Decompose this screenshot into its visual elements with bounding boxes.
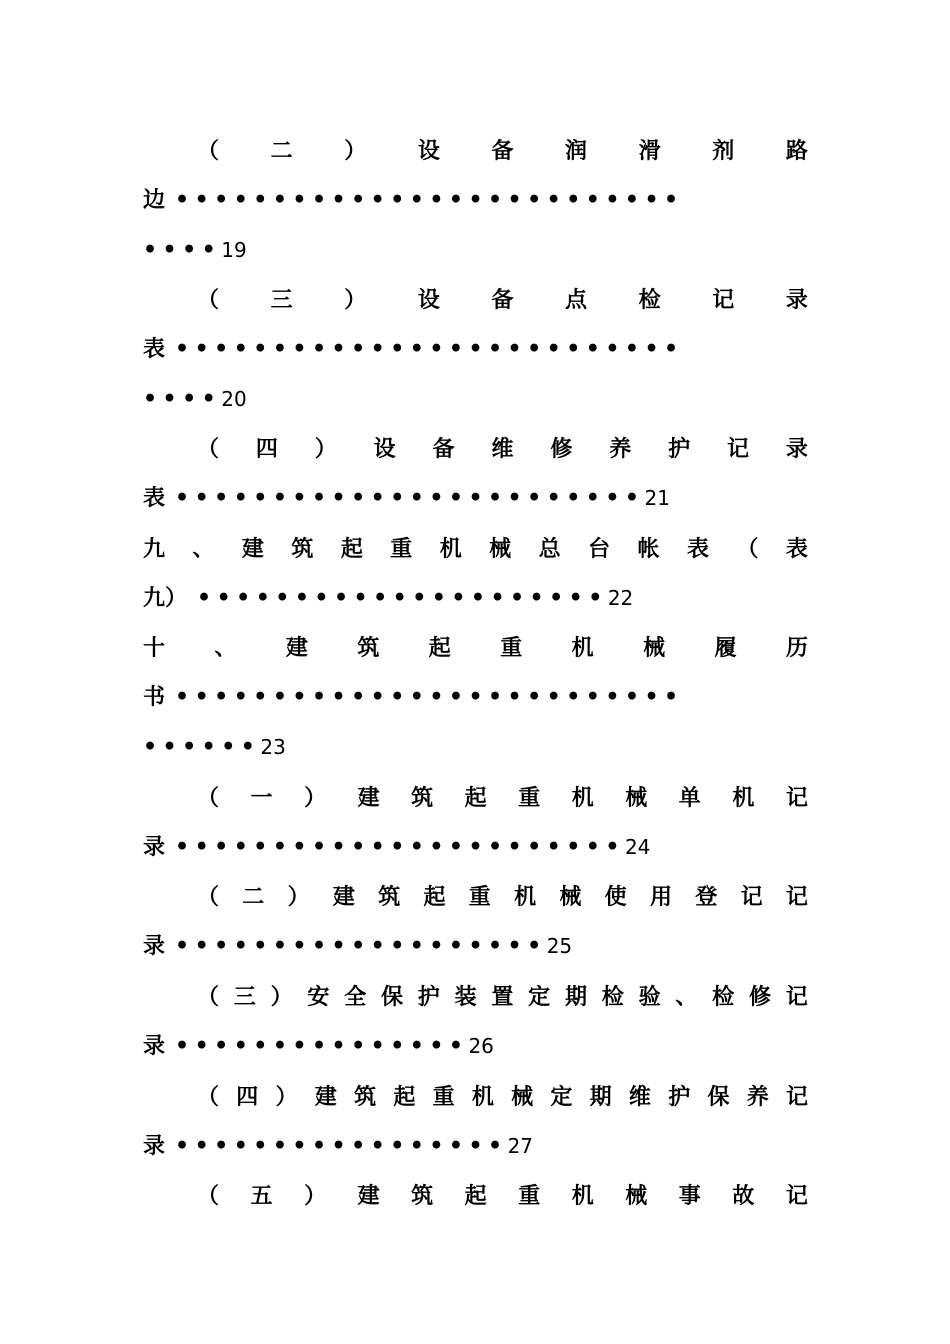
toc-char: （ xyxy=(736,536,759,562)
toc-entry-lead: 录 xyxy=(143,834,166,860)
toc-char: 筑 xyxy=(411,785,434,811)
toc-line xyxy=(197,1178,808,1214)
toc-char: 筑 xyxy=(378,884,401,910)
toc-leader-dots: •••••••••••••••••••••••••• xyxy=(175,187,684,213)
toc-char: 维 xyxy=(491,436,514,462)
toc-char: 养 xyxy=(746,1084,769,1110)
toc-char: 十 xyxy=(143,635,166,661)
toc-char: 机 xyxy=(471,1084,494,1110)
toc-char: 期 xyxy=(589,1084,612,1110)
toc-leader-dots: ••••••••••••••••••••••• xyxy=(175,834,625,860)
toc-char: 使 xyxy=(604,884,627,910)
toc-char: ） xyxy=(314,436,337,462)
toc-char: 四 xyxy=(236,1084,259,1110)
toc-char: 筑 xyxy=(411,1183,434,1209)
toc-line xyxy=(143,182,808,218)
toc-char: 检 xyxy=(638,287,661,313)
toc-char: 重 xyxy=(500,635,523,661)
toc-char: 建 xyxy=(285,635,308,661)
toc-char: 检 xyxy=(601,984,624,1010)
toc-char: 表 xyxy=(686,536,709,562)
toc-leader-dots: •••••••••••••••••••••••• xyxy=(175,485,645,511)
toc-char: 点 xyxy=(565,287,588,313)
toc-char: 起 xyxy=(423,884,446,910)
toc-char: 建 xyxy=(241,536,264,562)
toc-char: ） xyxy=(344,287,367,313)
toc-char: （ xyxy=(197,785,220,811)
toc-leader-dots: •••••••••••••••••••••••••• xyxy=(175,336,684,362)
toc-line xyxy=(197,282,808,318)
toc-char: ） xyxy=(344,138,367,164)
toc-line xyxy=(143,1028,808,1064)
toc-line xyxy=(143,679,808,715)
toc-char: ） xyxy=(275,1084,298,1110)
toc-page-number: 21 xyxy=(644,486,670,510)
toc-char: 重 xyxy=(468,884,491,910)
toc-char: 备 xyxy=(432,436,455,462)
toc-char: 机 xyxy=(514,884,537,910)
toc-line xyxy=(197,133,808,169)
toc-char: （ xyxy=(197,984,220,1010)
toc-char: 事 xyxy=(678,1183,701,1209)
toc-line xyxy=(197,1079,808,1115)
toc-char: 护 xyxy=(417,984,440,1010)
toc-leader-dots: •••••• xyxy=(143,734,261,760)
toc-char: ） xyxy=(270,984,293,1010)
toc-entry-lead: 书 xyxy=(143,684,166,710)
toc-char: 设 xyxy=(417,287,440,313)
toc-char: 机 xyxy=(439,536,462,562)
toc-leader-dots: ••••••••••••••••• xyxy=(175,1133,508,1159)
toc-char: 重 xyxy=(518,1183,541,1209)
toc-char: 修 xyxy=(748,984,771,1010)
toc-char: 记 xyxy=(785,785,808,811)
toc-entry-lead: 边 xyxy=(143,187,166,213)
toc-char: 保 xyxy=(707,1084,730,1110)
toc-char: 故 xyxy=(732,1183,755,1209)
toc-char: 表 xyxy=(785,536,808,562)
toc-char: 维 xyxy=(628,1084,651,1110)
toc-char: （ xyxy=(197,287,220,313)
toc-line xyxy=(197,879,808,915)
toc-page-number: 22 xyxy=(607,586,634,610)
toc-char: 建 xyxy=(314,1084,337,1110)
toc-char: 二 xyxy=(242,884,265,910)
toc-char: 备 xyxy=(491,138,514,164)
toc-char: 期 xyxy=(564,984,587,1010)
toc-line xyxy=(197,431,808,467)
toc-leader-dots: ••••••••••••••• xyxy=(175,1033,469,1059)
toc-line xyxy=(143,928,808,964)
toc-page-number: 25 xyxy=(546,934,573,958)
toc-leader-dots: •••• xyxy=(143,386,222,412)
toc-char: 滑 xyxy=(638,138,661,164)
toc-char: 九 xyxy=(143,536,166,562)
toc-char: 、 xyxy=(214,635,237,661)
toc-line xyxy=(143,1128,808,1164)
toc-char: 重 xyxy=(432,1084,455,1110)
toc-char: 重 xyxy=(518,785,541,811)
toc-char: 履 xyxy=(714,635,737,661)
toc-char: 录 xyxy=(785,287,808,313)
toc-char: 机 xyxy=(732,785,755,811)
toc-entry-lead: 表 xyxy=(143,485,166,511)
toc-leader-dots: •••••••••••••••••••••••••• xyxy=(175,684,684,710)
toc-char: 台 xyxy=(588,536,611,562)
toc-char: 装 xyxy=(454,984,477,1010)
toc-char: 历 xyxy=(785,635,808,661)
toc-char: 建 xyxy=(357,1183,380,1209)
toc-line xyxy=(143,232,808,268)
toc-line xyxy=(143,630,808,666)
toc-char: 械 xyxy=(625,785,648,811)
toc-line xyxy=(197,780,808,816)
toc-entry-lead: 录 xyxy=(143,1133,166,1159)
toc-char: 录 xyxy=(785,436,808,462)
toc-char: 全 xyxy=(344,984,367,1010)
toc-char: ） xyxy=(304,1183,327,1209)
toc-char: （ xyxy=(197,1183,220,1209)
toc-char: 五 xyxy=(250,1183,273,1209)
toc-char: 备 xyxy=(491,287,514,313)
toc-line xyxy=(143,829,808,865)
toc-char: 筑 xyxy=(354,1084,377,1110)
toc-char: （ xyxy=(197,1084,220,1110)
toc-char: 用 xyxy=(649,884,672,910)
toc-char: 记 xyxy=(785,1084,808,1110)
toc-char: 建 xyxy=(357,785,380,811)
toc-char: 、 xyxy=(675,984,698,1010)
toc-entry-lead: 九） xyxy=(143,585,188,611)
toc-line xyxy=(143,381,808,417)
toc-line xyxy=(143,729,808,765)
toc-char: 验 xyxy=(638,984,661,1010)
toc-char: 设 xyxy=(373,436,396,462)
toc-char: 起 xyxy=(428,635,451,661)
toc-page-number: 27 xyxy=(507,1134,534,1158)
toc-char: 四 xyxy=(255,436,278,462)
toc-char: 检 xyxy=(712,984,735,1010)
toc-page-number: 19 xyxy=(221,238,247,262)
toc-char: （ xyxy=(197,884,220,910)
toc-char: 三 xyxy=(233,984,256,1010)
toc-char: 筑 xyxy=(357,635,380,661)
toc-char: 记 xyxy=(785,884,808,910)
toc-char: 起 xyxy=(464,785,487,811)
toc-char: 总 xyxy=(538,536,561,562)
toc-char: 单 xyxy=(678,785,701,811)
toc-page-number: 26 xyxy=(468,1034,494,1058)
toc-leader-dots: •••• xyxy=(143,237,222,263)
toc-char: 剂 xyxy=(712,138,735,164)
toc-line xyxy=(143,531,808,567)
toc-char: 三 xyxy=(270,287,293,313)
toc-entry-lead: 录 xyxy=(143,933,166,959)
toc-char: 登 xyxy=(695,884,718,910)
toc-char: 护 xyxy=(668,1084,691,1110)
toc-char: 械 xyxy=(489,536,512,562)
toc-char: 械 xyxy=(643,635,666,661)
toc-char: 械 xyxy=(511,1084,534,1110)
toc-line xyxy=(143,580,808,616)
toc-char: 修 xyxy=(550,436,573,462)
toc-char: 重 xyxy=(390,536,413,562)
toc-char: 起 xyxy=(393,1084,416,1110)
toc-char: 机 xyxy=(571,785,594,811)
toc-entry-lead: 录 xyxy=(143,1033,166,1059)
toc-char: 筑 xyxy=(291,536,314,562)
toc-page-number: 20 xyxy=(221,387,247,411)
toc-char: 路 xyxy=(785,138,808,164)
toc-leader-dots: ••••••••••••••••••••• xyxy=(197,585,608,611)
toc-char: 设 xyxy=(417,138,440,164)
toc-char: ） xyxy=(304,785,327,811)
toc-char: 润 xyxy=(565,138,588,164)
toc-line xyxy=(197,979,808,1015)
toc-char: 起 xyxy=(340,536,363,562)
toc-char: 置 xyxy=(491,984,514,1010)
toc-char: 记 xyxy=(712,287,735,313)
toc-char: 机 xyxy=(571,1183,594,1209)
toc-page-number: 24 xyxy=(624,835,651,859)
toc-char: 保 xyxy=(380,984,403,1010)
toc-char: ） xyxy=(287,884,310,910)
toc-char: 记 xyxy=(740,884,763,910)
toc-char: （ xyxy=(197,436,220,462)
toc-char: 帐 xyxy=(637,536,660,562)
toc-char: 记 xyxy=(727,436,750,462)
toc-entry-lead: 表 xyxy=(143,336,166,362)
toc-char: 记 xyxy=(785,1183,808,1209)
toc-char: 、 xyxy=(192,536,215,562)
toc-char: 定 xyxy=(528,984,551,1010)
toc-char: 械 xyxy=(625,1183,648,1209)
toc-char: 安 xyxy=(307,984,330,1010)
toc-char: 二 xyxy=(270,138,293,164)
toc-char: 养 xyxy=(609,436,632,462)
toc-char: 建 xyxy=(332,884,355,910)
toc-char: 护 xyxy=(668,436,691,462)
toc-page-number: 23 xyxy=(260,735,286,759)
toc-char: 起 xyxy=(464,1183,487,1209)
toc-char: 记 xyxy=(785,984,808,1010)
toc-char: 定 xyxy=(550,1084,573,1110)
toc-leader-dots: ••••••••••••••••••• xyxy=(175,933,547,959)
toc-line xyxy=(143,480,808,516)
toc-char: （ xyxy=(197,138,220,164)
toc-char: 机 xyxy=(571,635,594,661)
toc-char: 一 xyxy=(250,785,273,811)
toc-line xyxy=(143,331,808,367)
toc-char: 械 xyxy=(559,884,582,910)
